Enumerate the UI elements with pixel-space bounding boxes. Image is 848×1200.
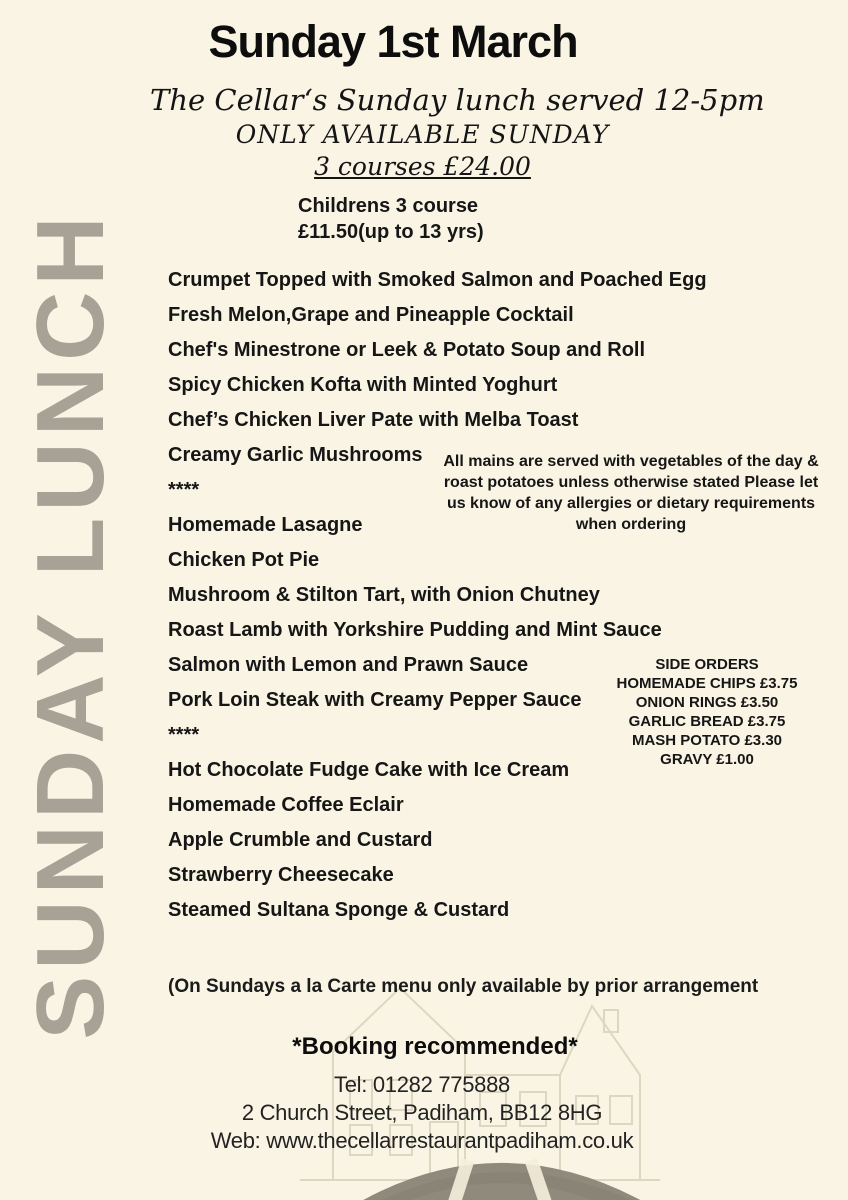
page-title: Sunday 1st March bbox=[208, 16, 578, 67]
children-price-line2: £11.50(up to 13 yrs) bbox=[298, 221, 484, 243]
desserts-section bbox=[168, 753, 707, 928]
menu-list bbox=[168, 263, 707, 928]
menu-item: Homemade Lasagne bbox=[168, 514, 363, 536]
menu-item: Creamy Garlic Mushrooms bbox=[168, 444, 423, 466]
menu-item: Apple Crumble and Custard bbox=[168, 829, 433, 851]
course-separator: **** bbox=[168, 479, 200, 501]
vertical-banner-text: SUNDAY LUNCH bbox=[17, 210, 124, 1040]
menu-item: Pork Loin Steak with Creamy Pepper Sauce bbox=[168, 689, 582, 711]
menu-item: Roast Lamb with Yorkshire Pudding and Mint Sauce bbox=[168, 619, 662, 641]
side-order-item: MASH POTATO £3.30 bbox=[631, 732, 783, 749]
menu-item: Crumpet Topped with Smoked Salmon and Poached Egg bbox=[168, 269, 707, 291]
side-order-item: ONION RINGS £3.50 bbox=[635, 694, 779, 711]
mains-note: All mains are served with vegetables of the day & roast potatoes unless otherwise stated Please let us know of any allergies or dietary requirements when ordering bbox=[443, 453, 819, 533]
menu-item: Salmon with Lemon and Prawn Sauce bbox=[168, 654, 529, 676]
menu-item: Hot Chocolate Fudge Cake with Ice Cream bbox=[168, 759, 570, 781]
menu-item: Spicy Chicken Kofta with Minted Yoghurt bbox=[168, 374, 558, 396]
side-order-item: HOMEMADE CHIPS £3.75 bbox=[616, 675, 798, 692]
side-order-item: GARLIC BREAD £3.75 bbox=[628, 713, 786, 730]
menu-item: Chef's Minestrone or Leek & Potato Soup and Roll bbox=[168, 339, 646, 361]
menu-item: Homemade Coffee Eclair bbox=[168, 794, 404, 816]
intro-line-price: 3 courses £24.00 bbox=[314, 152, 531, 181]
carte-note: (On Sundays a la Carte menu only available by prior arrangement bbox=[168, 976, 759, 997]
contact-block bbox=[211, 1071, 634, 1155]
starters-section bbox=[168, 263, 707, 473]
children-price-line1: Childrens 3 course bbox=[298, 195, 479, 217]
side-orders-block bbox=[559, 655, 848, 769]
booking-note: *Booking recommended* bbox=[292, 1033, 578, 1060]
intro-line-served: The Cellar‘s Sunday lunch served 12-5pm bbox=[150, 83, 765, 117]
side-orders-title: SIDE ORDERS bbox=[655, 656, 759, 673]
intro-block bbox=[150, 82, 765, 183]
phone-line: Tel: 01282 775888 bbox=[334, 1072, 510, 1097]
menu-item: Fresh Melon,Grape and Pineapple Cocktail bbox=[168, 304, 574, 326]
intro-line-only-available: ONLY AVAILABLE SUNDAY bbox=[235, 120, 610, 149]
children-price-block bbox=[298, 193, 484, 245]
menu-item: Mushroom & Stilton Tart, with Onion Chutney bbox=[168, 584, 600, 606]
menu-item: Strawberry Cheesecake bbox=[168, 864, 394, 886]
menu-item: Chef’s Chicken Liver Pate with Melba Toast bbox=[168, 409, 579, 431]
course-separator: **** bbox=[168, 724, 200, 746]
menu-item: Steamed Sultana Sponge & Custard bbox=[168, 899, 510, 921]
menu-item: Chicken Pot Pie bbox=[168, 549, 320, 571]
address-line: 2 Church Street, Padiham, BB12 8HG bbox=[241, 1100, 603, 1125]
side-order-item: GRAVY £1.00 bbox=[660, 751, 754, 768]
side-orders-list bbox=[559, 674, 848, 769]
website-line: Web: www.thecellarrestaurantpadiham.co.uk bbox=[210, 1128, 634, 1153]
